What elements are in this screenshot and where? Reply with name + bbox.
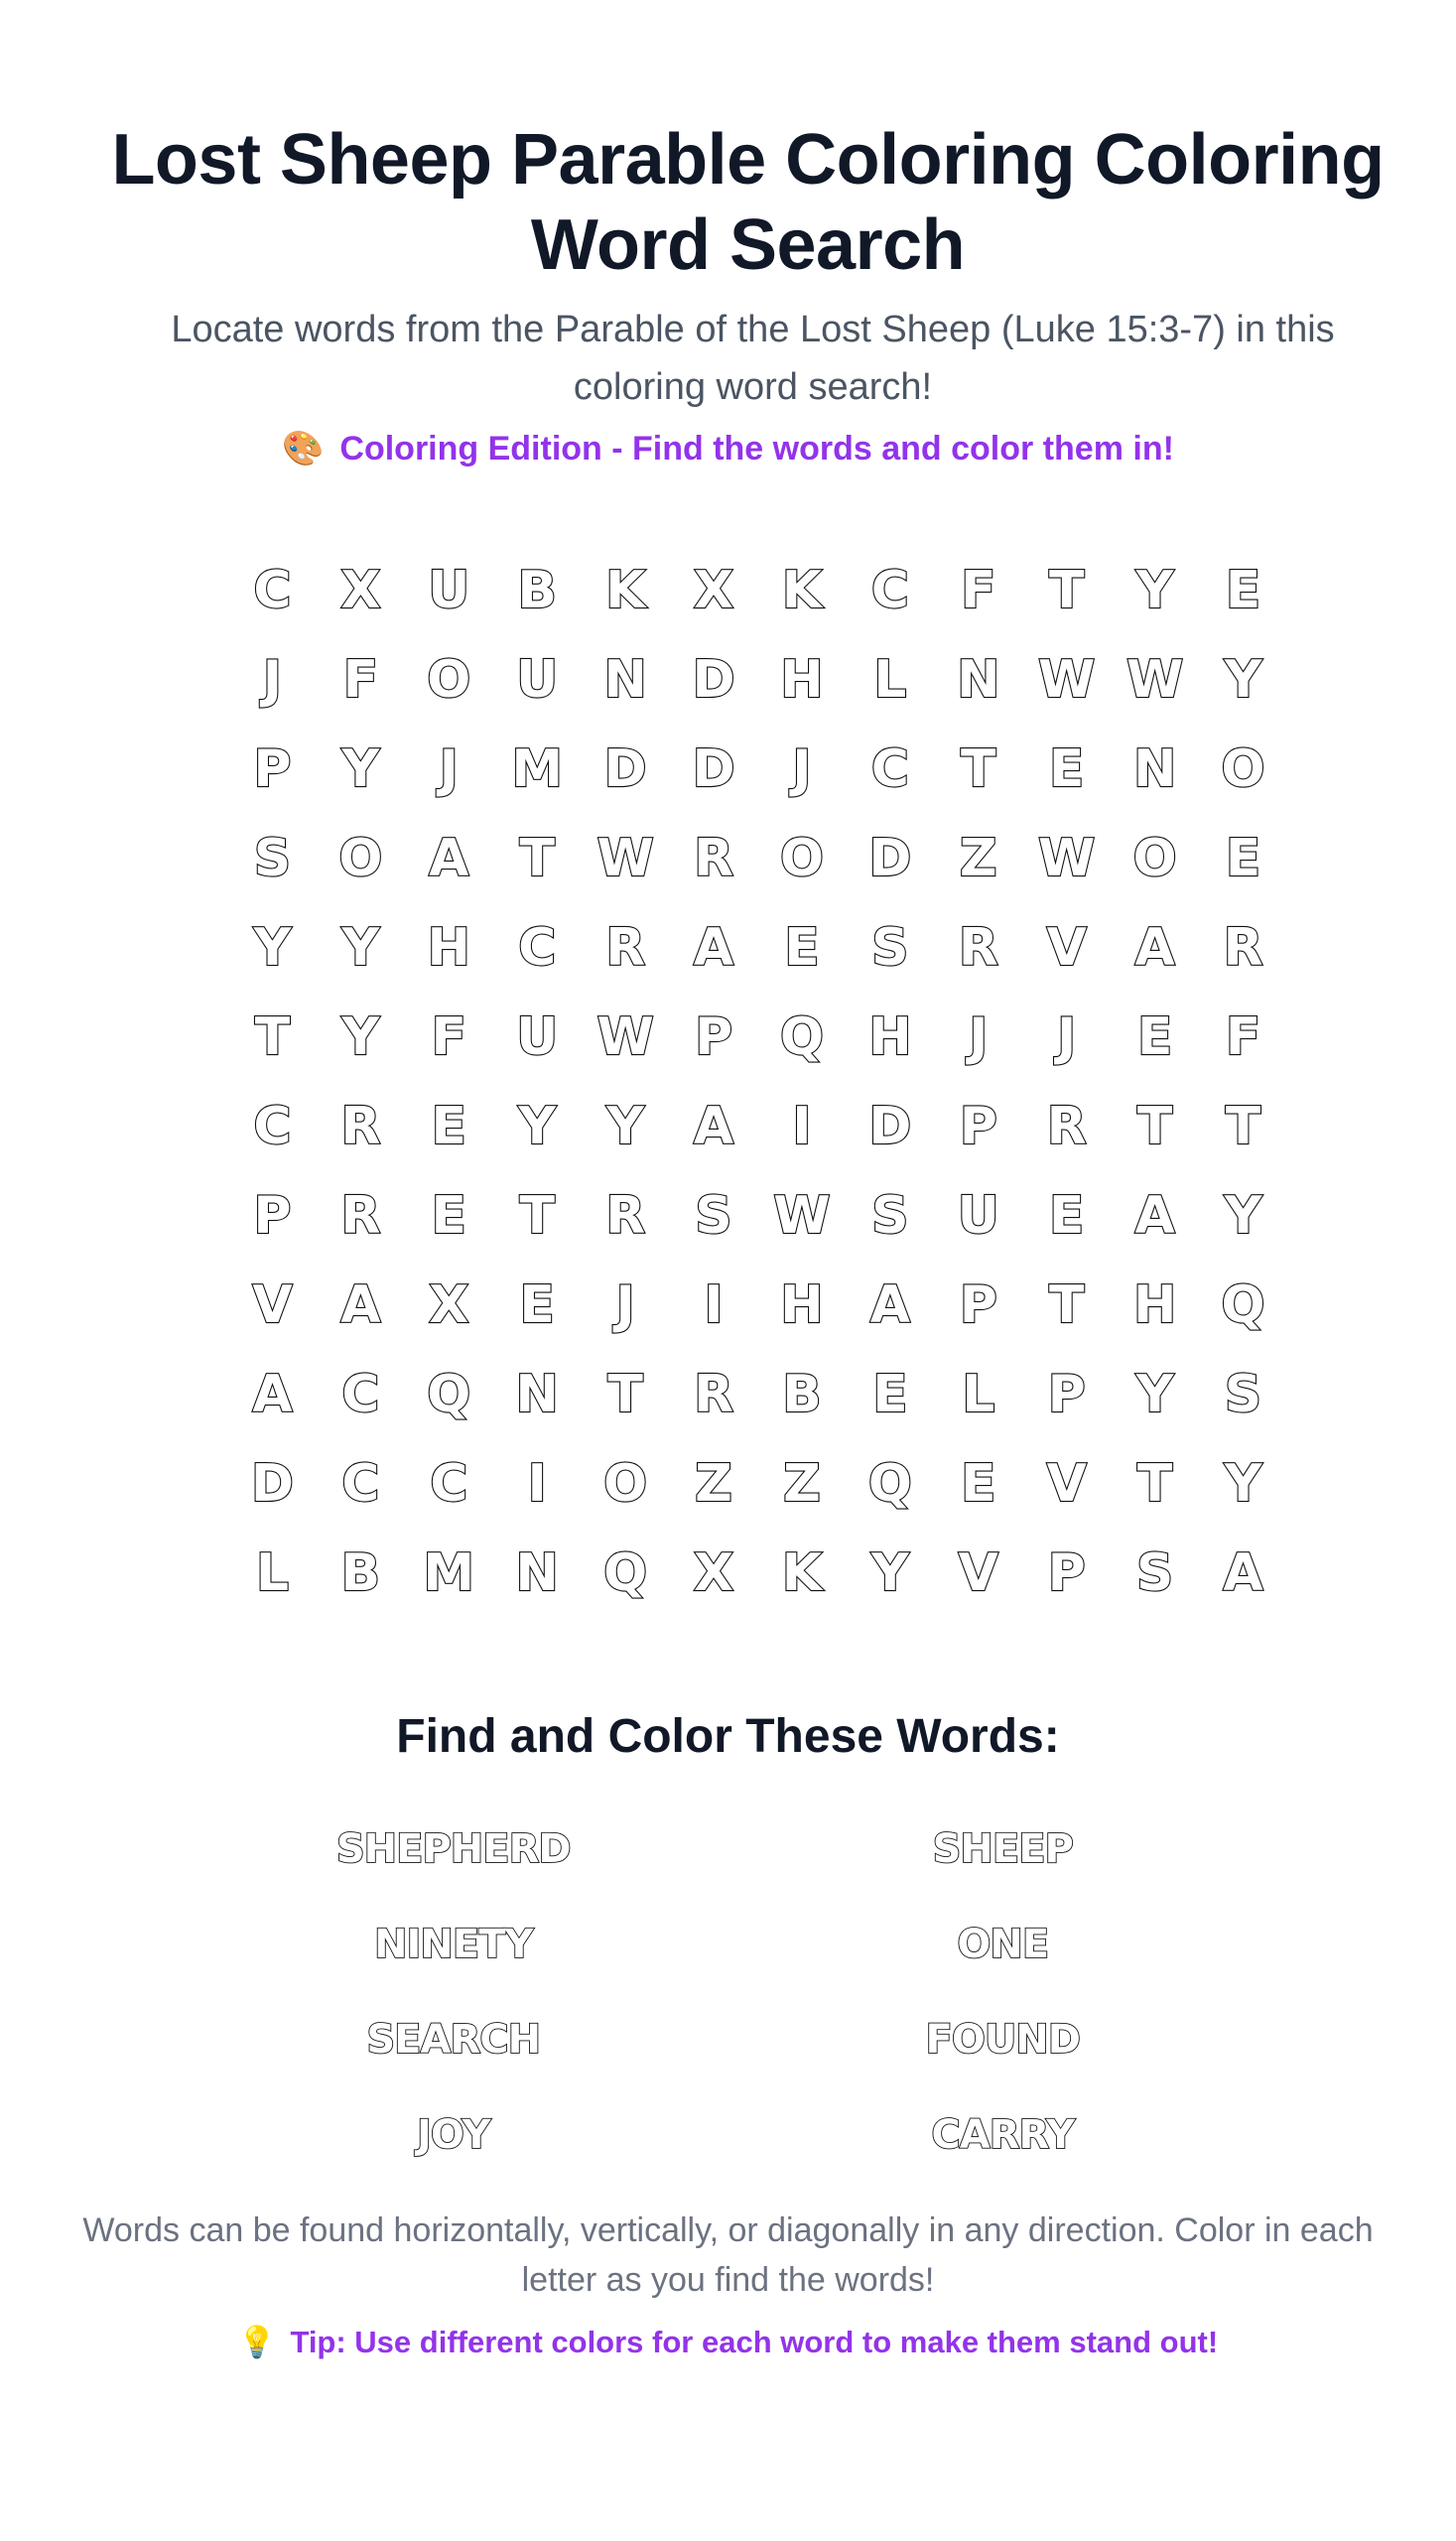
grid-cell: J: [969, 1007, 989, 1067]
grid-cell: E: [519, 1275, 555, 1335]
grid-cell: H: [780, 650, 824, 710]
grid-cell: Y: [341, 739, 380, 799]
grid-cell: Y: [341, 918, 380, 978]
grid-cell: S: [253, 829, 292, 888]
grid-cell: S: [695, 1186, 732, 1246]
grid-cell: Y: [1224, 1454, 1262, 1514]
grid-cell: E: [1048, 1186, 1085, 1246]
grid-cell: Y: [341, 1007, 380, 1067]
grid-cell: Q: [867, 1454, 912, 1514]
word-list-item: SHEPHERD: [335, 1826, 571, 1872]
palette-icon: 🎨: [282, 430, 325, 468]
grid-cell: C: [870, 739, 909, 799]
word-list-item: SEARCH: [366, 2017, 541, 2063]
grid-cell: Y: [1224, 1186, 1262, 1246]
grid-cell: R: [605, 1186, 646, 1246]
grid-cell: E: [1225, 561, 1261, 620]
grid-cell: Q: [1221, 1275, 1265, 1335]
grid-cell: D: [250, 1454, 295, 1514]
grid-cell: L: [255, 1543, 290, 1603]
grid-cell: R: [340, 1097, 381, 1156]
grid-cell: D: [868, 829, 912, 888]
grid-cell: O: [1221, 739, 1265, 799]
grid-cell: U: [957, 1186, 999, 1246]
grid-cell: M: [423, 1543, 475, 1603]
grid-cell: W: [1125, 650, 1184, 710]
grid-cell: E: [431, 1097, 467, 1156]
grid-cell: U: [516, 650, 559, 710]
grid-cell: W: [773, 1186, 831, 1246]
grid-cell: C: [870, 561, 909, 620]
grid-cell: W: [596, 829, 654, 888]
grid-cell: V: [1046, 918, 1087, 978]
grid-cell: E: [961, 1454, 996, 1514]
grid-cell: H: [1132, 1275, 1177, 1335]
grid-cell: V: [958, 1543, 998, 1603]
grid-cell: T: [1048, 1275, 1085, 1335]
word-list: [179, 1802, 1277, 2183]
grid-cell: Y: [1135, 561, 1174, 620]
grid-cell: F: [961, 561, 996, 620]
grid-cell: A: [429, 829, 469, 888]
grid-cell: W: [596, 1007, 654, 1067]
grid-cell: P: [959, 1275, 997, 1335]
grid-cell: K: [781, 561, 823, 620]
grid-cell: X: [429, 1275, 469, 1335]
grid-cell: T: [254, 1007, 291, 1067]
grid-cell: Y: [1135, 1365, 1174, 1424]
grid-cell: R: [340, 1186, 381, 1246]
grid-cell: J: [439, 739, 459, 799]
grid-cell: E: [1048, 739, 1085, 799]
grid-cell: P: [694, 1007, 733, 1067]
grid-cell: A: [693, 1097, 734, 1156]
grid-cell: C: [430, 1454, 468, 1514]
grid-cell: Y: [518, 1097, 557, 1156]
grid-cell: C: [341, 1365, 380, 1424]
grid-cell: R: [958, 918, 998, 978]
grid-cell: X: [340, 561, 381, 620]
grid-cell: Z: [783, 1454, 821, 1514]
grid-cell: E: [784, 918, 820, 978]
grid-cell: N: [1132, 739, 1177, 799]
grid-cell: D: [868, 1097, 912, 1156]
grid-cell: M: [511, 739, 564, 799]
grid-cell: J: [615, 1275, 635, 1335]
grid-cell: Q: [427, 1365, 471, 1424]
grid-cell: S: [871, 918, 909, 978]
grid-cell: L: [962, 1365, 995, 1424]
grid-cell: P: [253, 739, 292, 799]
grid-cell: A: [252, 1365, 293, 1424]
grid-cell: F: [1225, 1007, 1261, 1067]
grid-cell: D: [692, 650, 735, 710]
word-list-item: JOY: [417, 2112, 490, 2158]
grid-cell: P: [1047, 1365, 1086, 1424]
grid-cell: R: [1223, 918, 1263, 978]
grid-cell: T: [1225, 1097, 1261, 1156]
grid-cell: O: [603, 1454, 648, 1514]
grid-cell: K: [781, 1543, 823, 1603]
grid-cell: T: [519, 1186, 555, 1246]
grid-cell: I: [704, 1275, 724, 1335]
grid-cell: Q: [779, 1007, 825, 1067]
grid-cell: N: [957, 650, 1000, 710]
grid-cell: N: [515, 1365, 559, 1424]
grid-cell: Q: [603, 1543, 648, 1603]
tip-banner: [0, 2321, 1456, 2364]
grid-cell: C: [253, 1097, 292, 1156]
grid-cell: T: [1048, 561, 1085, 620]
grid-cell: E: [872, 1365, 908, 1424]
grid-cell: H: [868, 1007, 912, 1067]
grid-cell: R: [1046, 1097, 1087, 1156]
grid-cell: C: [341, 1454, 380, 1514]
word-list-item: FOUND: [925, 2017, 1080, 2063]
word-list-heading: Find and Color These Words:: [396, 1710, 1060, 1763]
grid-cell: V: [1046, 1454, 1087, 1514]
grid-cell: P: [1047, 1543, 1086, 1603]
grid-cell: C: [253, 561, 292, 620]
grid-cell: L: [873, 650, 907, 710]
grid-cell: U: [516, 1007, 559, 1067]
grid-cell: J: [1057, 1007, 1077, 1067]
grid-cell: F: [342, 650, 379, 710]
grid-cell: Y: [253, 918, 292, 978]
grid-cell: T: [519, 829, 555, 888]
grid-cell: T: [607, 1365, 643, 1424]
grid-cell: H: [427, 918, 471, 978]
letter-grid: [228, 546, 1287, 1618]
word-list-item: CARRY: [931, 2112, 1075, 2158]
grid-cell: A: [693, 918, 734, 978]
grid-cell: P: [959, 1097, 997, 1156]
grid-cell: A: [340, 1275, 381, 1335]
grid-cell: K: [604, 561, 646, 620]
grid-cell: Y: [1224, 650, 1262, 710]
grid-cell: F: [431, 1007, 467, 1067]
grid-cell: N: [603, 650, 647, 710]
page-title: Lost Sheep Parable Coloring Coloring Word Search: [111, 120, 1385, 285]
grid-cell: O: [338, 829, 383, 888]
lightbulb-icon: 💡: [237, 2325, 277, 2359]
grid-cell: W: [1038, 650, 1096, 710]
grid-cell: X: [693, 1543, 734, 1603]
grid-cell: Y: [871, 1543, 909, 1603]
edition-banner: [0, 427, 1456, 470]
word-list-item: ONE: [957, 1922, 1049, 1967]
grid-cell: Z: [959, 829, 997, 888]
grid-cell: X: [693, 561, 734, 620]
grid-cell: R: [605, 918, 646, 978]
grid-cell: R: [694, 1365, 734, 1424]
grid-cell: O: [427, 650, 471, 710]
grid-cell: I: [527, 1454, 547, 1514]
grid-cell: J: [792, 739, 812, 799]
word-list-item: NINETY: [374, 1922, 533, 1967]
grid-cell: N: [515, 1543, 559, 1603]
grid-cell: T: [961, 739, 996, 799]
grid-cell: O: [1132, 829, 1177, 888]
grid-cell: A: [1134, 1186, 1175, 1246]
grid-cell: A: [869, 1275, 910, 1335]
word-list-item: SHEEP: [932, 1826, 1073, 1872]
grid-cell: J: [262, 650, 283, 710]
grid-cell: T: [1136, 1454, 1173, 1514]
grid-cell: B: [517, 561, 558, 620]
tip-text: Tip: Use different colors for each word to make them stand out!: [290, 2325, 1219, 2359]
grid-cell: E: [1225, 829, 1261, 888]
page-subtitle: Locate words from the Parable of the Lost Sheep (Luke 15:3-7) in this coloring word search!: [171, 309, 1335, 408]
grid-cell: D: [603, 739, 647, 799]
grid-cell: S: [871, 1186, 909, 1246]
grid-cell: A: [1134, 918, 1175, 978]
grid-cell: E: [431, 1186, 467, 1246]
grid-cell: B: [782, 1365, 822, 1424]
grid-cell: I: [792, 1097, 812, 1156]
grid-cell: H: [780, 1275, 824, 1335]
grid-cell: W: [1038, 829, 1096, 888]
grid-cell: V: [252, 1275, 293, 1335]
grid-cell: U: [428, 561, 470, 620]
grid-cell: O: [779, 829, 825, 888]
grid-cell: T: [1136, 1097, 1173, 1156]
grid-cell: S: [1224, 1365, 1262, 1424]
grid-cell: C: [518, 918, 557, 978]
edition-label: Coloring Edition - Find the words and color them in!: [339, 430, 1174, 468]
grid-cell: E: [1136, 1007, 1173, 1067]
grid-cell: Y: [606, 1097, 644, 1156]
instructions-text: Words can be found horizontally, vertically, or diagonally in any direction. Color in each letter as you find the words!: [82, 2211, 1374, 2299]
grid-cell: B: [340, 1543, 381, 1603]
grid-cell: P: [253, 1186, 292, 1246]
grid-cell: R: [694, 829, 734, 888]
grid-cell: S: [1135, 1543, 1174, 1603]
grid-cell: A: [1223, 1543, 1263, 1603]
grid-cell: D: [692, 739, 735, 799]
grid-cell: Z: [695, 1454, 732, 1514]
